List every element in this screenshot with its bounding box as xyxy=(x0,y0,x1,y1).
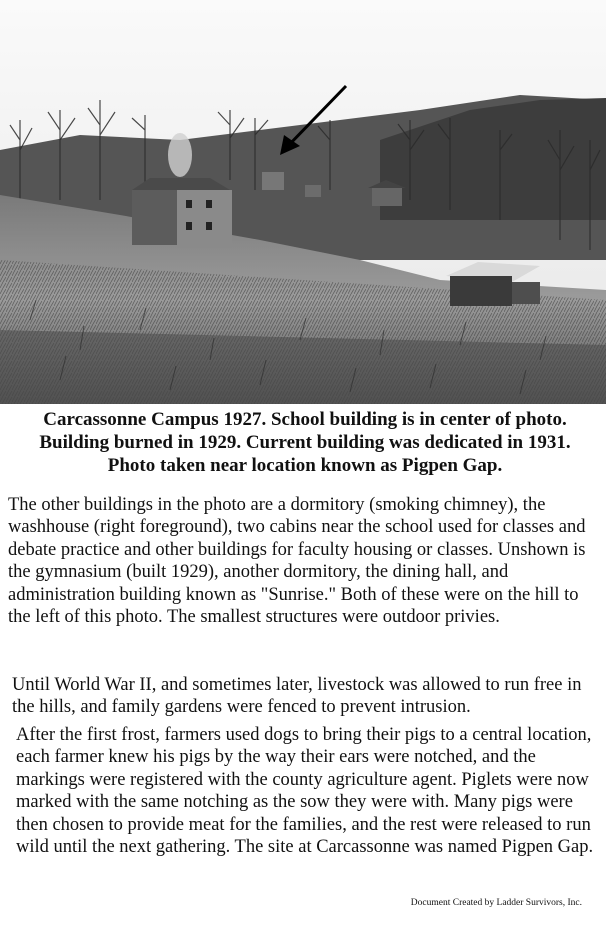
dormitory-building xyxy=(132,178,232,248)
caption-line-2: Building burned in 1929. Current building was dedicated in 1931. xyxy=(39,432,571,453)
photo-scene xyxy=(0,0,606,404)
school-building xyxy=(262,172,284,190)
paragraph-buildings: The other buildings in the photo are a dormitory (smoking chimney), the washhouse (right foreground), two cabins near the school used for classes and debate practice and other buildings for faculty housing or classes. Unshown is the gymnasium (built 1929), another dormitory, the dining hall, and administration building known as "Sunrise." Both of these were on the hill to the left of this photo. The smallest structures were outdoor privies. xyxy=(8,495,586,628)
paragraph-livestock: Until World War II, and sometimes later, livestock was allowed to run free in the hills, and family gardens were fenced to prevent intrusion. xyxy=(12,675,582,718)
caption-line-1: Carcassonne Campus 1927. School building is in center of photo. xyxy=(43,409,567,430)
paragraph-pigs: After the first frost, farmers used dogs to bring their pigs to a central location, each farmer knew his pigs by the way their ears were notched, and the markings were registered with the county agriculture agent. Piglets were now marked with the same notching as the sow they were with. Many pigs were then chosen to provide meat for the families, and the rest were released to run wild until the next gathering. The site at Carcassonne was named Pigpen Gap. xyxy=(16,725,594,858)
historical-photo xyxy=(0,0,606,404)
photo-caption xyxy=(8,408,602,477)
caption-line-3: Photo taken near location known as Pigpen Gap. xyxy=(107,455,503,476)
document-credit: Document Created by Ladder Survivors, Inc. xyxy=(410,898,582,908)
